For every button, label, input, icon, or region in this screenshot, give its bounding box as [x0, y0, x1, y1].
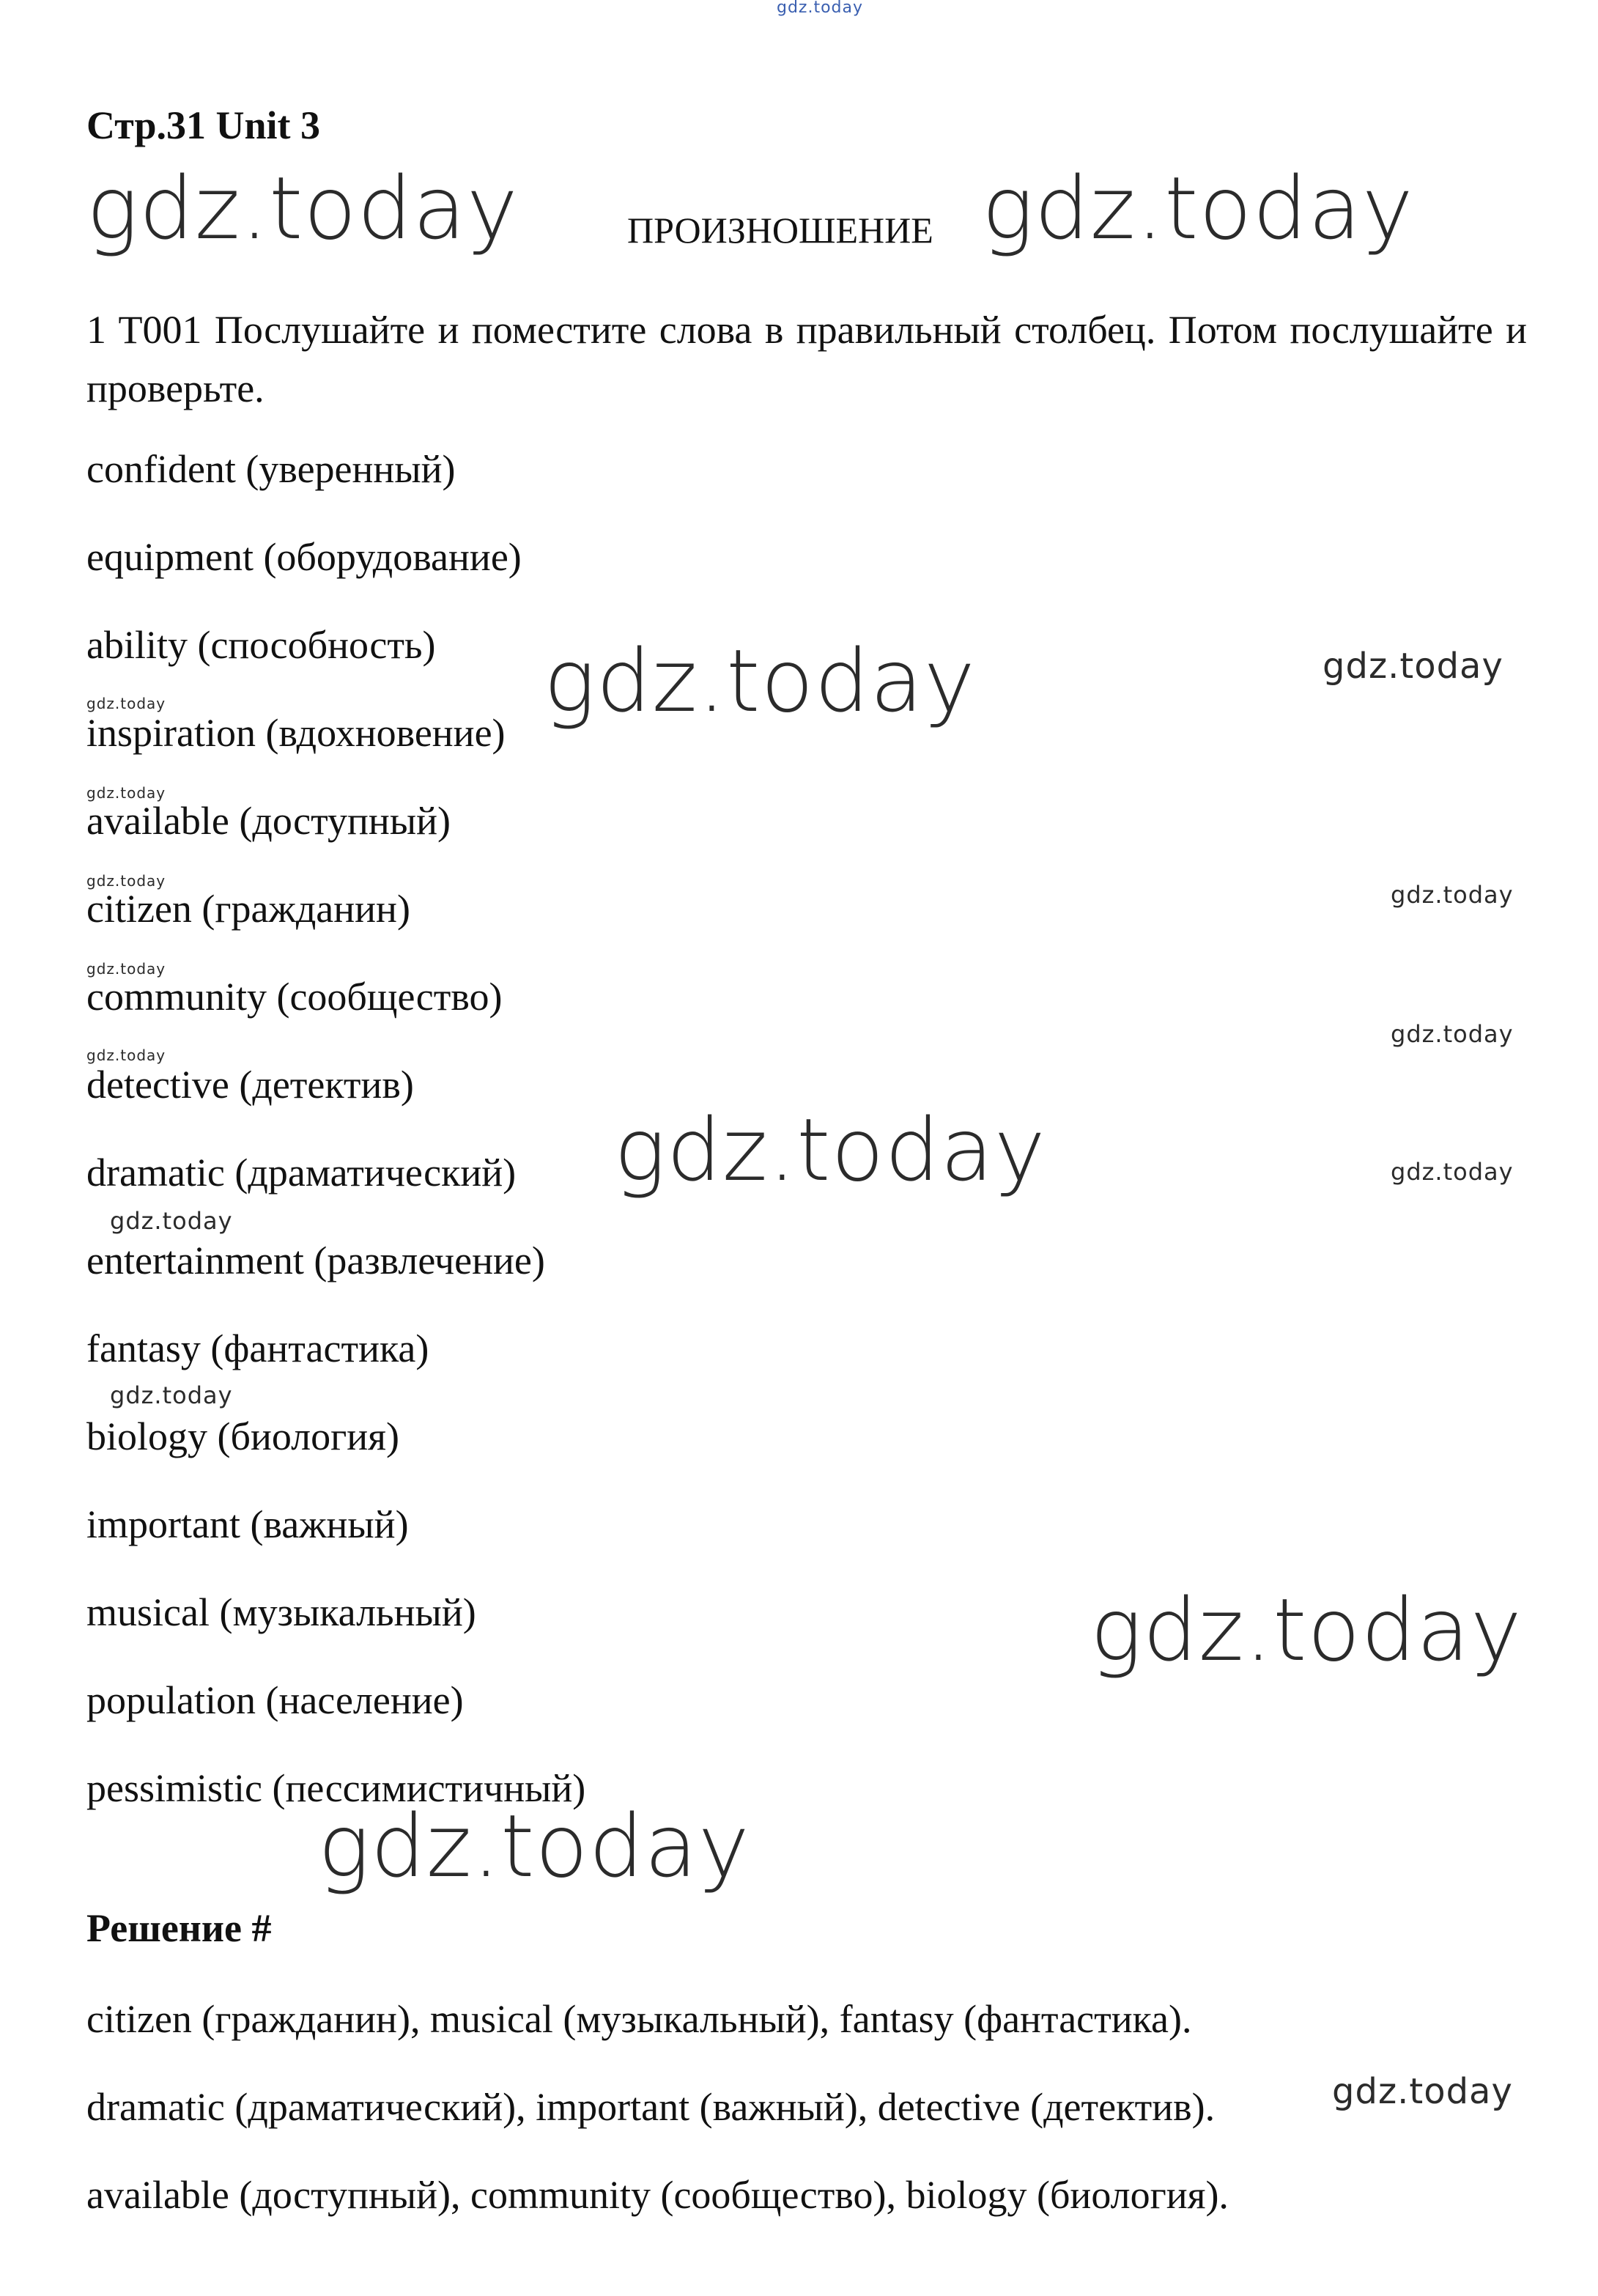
- watermark: gdz.today: [110, 1381, 233, 1409]
- list-item: available (доступный): [86, 799, 451, 843]
- watermark: gdz.today: [982, 158, 1414, 259]
- list-item: population (население): [86, 1678, 464, 1722]
- answer-line: citizen (гражданин), musical (музыкальный), fantasy (фантастика).: [86, 1997, 1192, 2041]
- answer-list: [86, 1990, 1229, 2253]
- task-instruction: 1 T001 Послушайте и поместите слова в правильный столбец. Потом послушайте и проверьте.: [86, 308, 1527, 410]
- answer-line: dramatic (драматический), important (важный), detective (детектив).: [86, 2085, 1216, 2129]
- list-item: important (важный): [86, 1502, 409, 1546]
- list-item: ability (способность): [86, 623, 436, 667]
- list-item: dramatic (драматический): [86, 1151, 517, 1195]
- list-item: biology (биология): [86, 1414, 399, 1458]
- watermark: gdz.today: [777, 0, 864, 17]
- watermark: gdz.today: [86, 695, 166, 712]
- watermark: gdz.today: [318, 1795, 750, 1897]
- solution-title: Решение #: [86, 1906, 272, 1950]
- watermark: gdz.today: [86, 784, 166, 802]
- list-item: inspiration (вдохновение): [86, 711, 506, 755]
- watermark: gdz.today: [1090, 1579, 1523, 1680]
- watermark: gdz.today: [1391, 881, 1514, 909]
- watermark: gdz.today: [86, 960, 166, 978]
- watermark: gdz.today: [110, 1207, 233, 1235]
- list-item: detective (детектив): [86, 1063, 414, 1107]
- list-item: entertainment (развлечение): [86, 1239, 545, 1282]
- watermark: gdz.today: [1332, 2071, 1513, 2112]
- list-item: equipment (оборудование): [86, 535, 522, 579]
- watermark: gdz.today: [1323, 646, 1503, 687]
- answer-line: available (доступный), community (сообщество), biology (биология).: [86, 2173, 1229, 2217]
- list-item: citizen (гражданин): [86, 887, 410, 931]
- watermark: gdz.today: [1391, 1020, 1514, 1048]
- watermark: gdz.today: [86, 1047, 166, 1064]
- list-item: community (сообщество): [86, 975, 503, 1019]
- list-item: musical (музыкальный): [86, 1590, 476, 1634]
- watermark: gdz.today: [614, 1099, 1046, 1200]
- page-heading: Стр.31 Unit 3: [86, 103, 321, 147]
- list-item: pessimistic (пессимистичный): [86, 1766, 586, 1810]
- section-title: ПРОИЗНОШЕНИЕ: [627, 210, 933, 251]
- watermark: gdz.today: [86, 872, 166, 890]
- watermark: gdz.today: [86, 158, 519, 259]
- watermark: gdz.today: [1391, 1158, 1514, 1186]
- watermark: gdz.today: [544, 630, 976, 731]
- list-item: fantasy (фантастика): [86, 1326, 429, 1370]
- word-list: [86, 440, 585, 1847]
- list-item: confident (уверенный): [86, 447, 456, 491]
